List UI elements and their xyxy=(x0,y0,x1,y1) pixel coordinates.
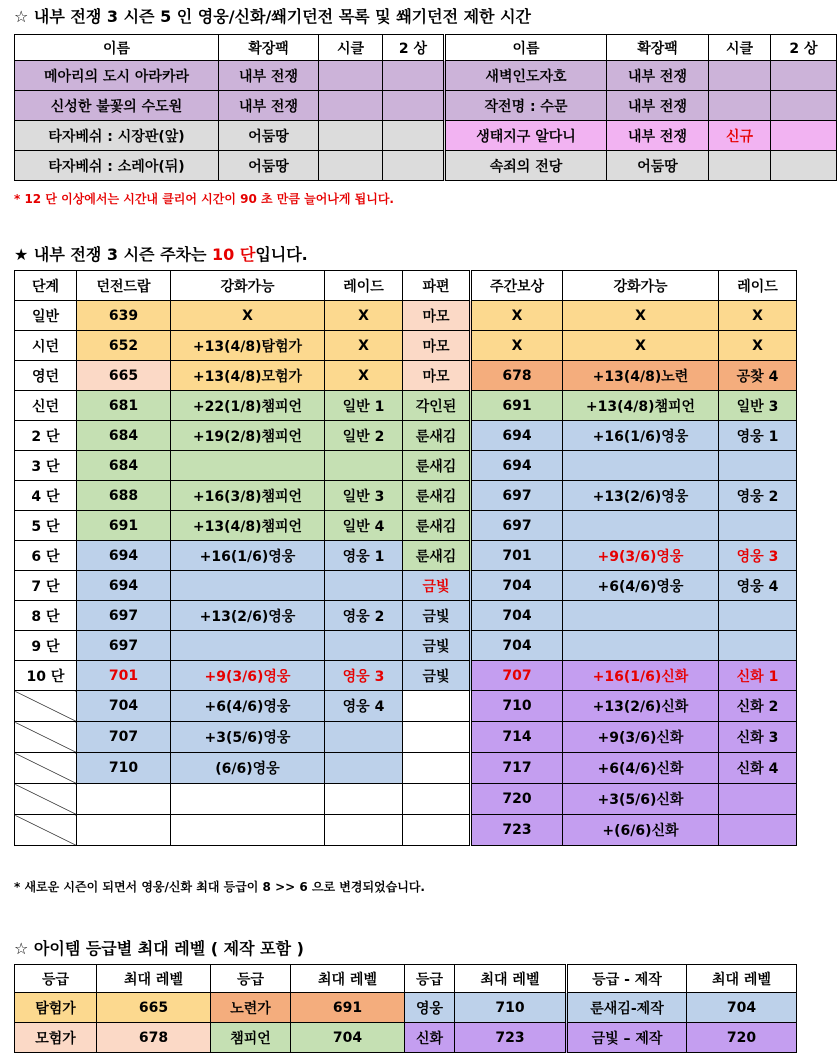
weekly-reward-ilvl: X xyxy=(471,301,563,331)
tier-label: 시던 xyxy=(15,331,77,361)
crest-type: 마모 xyxy=(403,331,471,361)
weekly-reward-ilvl: 697 xyxy=(471,511,563,541)
upgrade-row xyxy=(15,722,797,753)
grade-max-level: 691 xyxy=(291,993,405,1023)
header-weekly-reward: 주간보상 xyxy=(471,271,563,301)
upgrade-track: (6/6)영웅 xyxy=(171,753,325,784)
tier-row xyxy=(15,571,797,601)
upgrade-track: +6(4/6)영웅 xyxy=(171,691,325,722)
raid-equivalent xyxy=(325,631,403,661)
grade-max-level: 704 xyxy=(291,1023,405,1053)
header-raid: 레이드 xyxy=(325,271,403,301)
weekly-raid-equivalent: 신화 1 xyxy=(719,661,797,691)
header-max-level: 최대 레벨 xyxy=(687,965,797,993)
raid-equivalent: 일반 3 xyxy=(325,481,403,511)
raid-equivalent xyxy=(325,753,403,784)
tier-row xyxy=(15,301,797,331)
crest-type xyxy=(403,753,471,784)
dungeon-expansion: 어둠땅 xyxy=(219,121,319,151)
header-grade: 등급 xyxy=(405,965,455,993)
dungeon-expansion: 어둠땅 xyxy=(607,151,709,181)
header-tier: 단계 xyxy=(15,271,77,301)
header-expansion: 확장팩 xyxy=(219,35,319,61)
upgrade-track xyxy=(171,451,325,481)
weekly-raid-equivalent: 영웅 3 xyxy=(719,541,797,571)
upgrade-track: +13(4/8)챔피언 xyxy=(171,511,325,541)
upgrade-track: +13(2/6)영웅 xyxy=(171,601,325,631)
grade-max-level: 710 xyxy=(455,993,567,1023)
tier-row xyxy=(15,541,797,571)
tier-row xyxy=(15,391,797,421)
weekly-upgrade-track xyxy=(563,601,719,631)
weekly-raid-equivalent: 영웅 2 xyxy=(719,481,797,511)
weekly-upgrade-track: X xyxy=(563,331,719,361)
upgrade-track: +16(3/8)챔피언 xyxy=(171,481,325,511)
upgrade-track: +13(4/8)모험가 xyxy=(171,361,325,391)
dungeon-row xyxy=(15,91,837,121)
upgrade-row xyxy=(15,691,797,722)
weekly-upgrade-track: +3(5/6)신화 xyxy=(563,784,719,815)
weekly-raid-equivalent: 공찾 4 xyxy=(719,361,797,391)
header-name: 이름 xyxy=(15,35,219,61)
header-grade: 등급 xyxy=(211,965,291,993)
upgrade-row xyxy=(15,815,797,846)
dungeon-plus2 xyxy=(771,91,837,121)
item-level-table xyxy=(14,270,797,846)
weekly-upgrade-track: +(6/6)신화 xyxy=(563,815,719,846)
weekly-key-level: 10 단 xyxy=(212,245,256,264)
weekly-reward-ilvl: 697 xyxy=(471,481,563,511)
dungeon-drop-ilvl: 652 xyxy=(77,331,171,361)
dungeon-timer xyxy=(319,151,383,181)
upgrade-track: +9(3/6)영웅 xyxy=(171,661,325,691)
crest-type: 룬새김 xyxy=(403,541,471,571)
dungeon-row xyxy=(15,151,837,181)
dungeon-timer xyxy=(319,91,383,121)
dungeon-drop-ilvl: 691 xyxy=(77,511,171,541)
tier-label: 10 단 xyxy=(15,661,77,691)
weekly-upgrade-track: +13(4/8)챔피언 xyxy=(563,391,719,421)
raid-equivalent: 영웅 4 xyxy=(325,691,403,722)
weekly-raid-equivalent: 신화 4 xyxy=(719,753,797,784)
upgrade-track: X xyxy=(171,301,325,331)
max-level-table xyxy=(14,964,797,1053)
dungeon-drop-ilvl: 681 xyxy=(77,391,171,421)
dungeon-row xyxy=(15,121,837,151)
upgrade-track xyxy=(171,784,325,815)
crest-type xyxy=(403,691,471,722)
tier-label: 3 단 xyxy=(15,451,77,481)
weekly-raid-equivalent xyxy=(719,815,797,846)
dungeon-name: 생태지구 알다니 xyxy=(445,121,607,151)
tier-label: 영던 xyxy=(15,361,77,391)
header-raid: 레이드 xyxy=(719,271,797,301)
dungeon-expansion: 내부 전쟁 xyxy=(219,91,319,121)
weekly-raid-equivalent: X xyxy=(719,331,797,361)
grade-name: 노련가 xyxy=(211,993,291,1023)
upgrade-row xyxy=(15,753,797,784)
weekly-upgrade-track: +13(4/8)노련 xyxy=(563,361,719,391)
max-rank-note: * 새로운 시즌이 되면서 영웅/신화 최대 등급이 8 >> 6 으로 변경되었습니다. xyxy=(14,880,425,894)
header-crest: 파편 xyxy=(403,271,471,301)
raid-equivalent: X xyxy=(325,331,403,361)
dungeon-name: 속죄의 전당 xyxy=(445,151,607,181)
dungeon-drop-ilvl: 710 xyxy=(77,753,171,784)
weekly-raid-equivalent: 일반 3 xyxy=(719,391,797,421)
weekly-raid-equivalent: X xyxy=(719,301,797,331)
weekly-reward-ilvl: 691 xyxy=(471,391,563,421)
dungeon-drop-ilvl: 694 xyxy=(77,571,171,601)
tier-label: 7 단 xyxy=(15,571,77,601)
header-max-level: 최대 레벨 xyxy=(455,965,567,993)
raid-equivalent xyxy=(325,451,403,481)
max-level-row xyxy=(15,1023,797,1053)
dungeon-drop-ilvl: 697 xyxy=(77,601,171,631)
header-upgrade: 강화가능 xyxy=(563,271,719,301)
weekly-upgrade-track: +16(1/6)신화 xyxy=(563,661,719,691)
header-max-level: 최대 레벨 xyxy=(97,965,211,993)
weekly-upgrade-track xyxy=(563,511,719,541)
upgrade-track: +22(1/8)챔피언 xyxy=(171,391,325,421)
dungeon-plus2 xyxy=(383,121,445,151)
weekly-reward-ilvl: 720 xyxy=(471,784,563,815)
raid-equivalent xyxy=(325,815,403,846)
grade-max-level: 704 xyxy=(687,993,797,1023)
dungeon-plus2 xyxy=(771,151,837,181)
weekly-key-title-prefix: ★ 내부 전쟁 3 시즌 주차는 xyxy=(14,245,213,264)
dungeon-drop-ilvl: 665 xyxy=(77,361,171,391)
raid-equivalent: 일반 1 xyxy=(325,391,403,421)
grade-max-level: 665 xyxy=(97,993,211,1023)
empty-tier-cell xyxy=(15,815,77,846)
dungeon-timer xyxy=(319,121,383,151)
tier-row xyxy=(15,601,797,631)
dungeon-drop-ilvl: 704 xyxy=(77,691,171,722)
craft-grade-name: 룬새김-제작 xyxy=(567,993,687,1023)
grade-name: 모험가 xyxy=(15,1023,97,1053)
tier-row xyxy=(15,631,797,661)
grade-name: 신화 xyxy=(405,1023,455,1053)
weekly-reward-ilvl: 694 xyxy=(471,421,563,451)
raid-equivalent xyxy=(325,784,403,815)
timer-note: * 12 단 이상에서는 시간내 클리어 시간이 90 초 만큼 늘어나게 됩니다. xyxy=(14,192,394,206)
dungeon-expansion: 내부 전쟁 xyxy=(607,61,709,91)
tier-label: 일반 xyxy=(15,301,77,331)
grade-max-level: 720 xyxy=(687,1023,797,1053)
raid-equivalent: 일반 2 xyxy=(325,421,403,451)
grade-name: 영웅 xyxy=(405,993,455,1023)
dungeon-name: 새벽인도자호 xyxy=(445,61,607,91)
crest-type: 금빛 xyxy=(403,601,471,631)
upgrade-track xyxy=(171,631,325,661)
weekly-upgrade-track: +13(2/6)신화 xyxy=(563,691,719,722)
crest-type: 금빛 xyxy=(403,661,471,691)
grade-name: 탐험가 xyxy=(15,993,97,1023)
weekly-upgrade-track: +13(2/6)영웅 xyxy=(563,481,719,511)
raid-equivalent: 영웅 1 xyxy=(325,541,403,571)
dungeon-timer xyxy=(709,151,771,181)
upgrade-track xyxy=(171,571,325,601)
max-level-header-row xyxy=(15,965,797,993)
raid-equivalent: 일반 4 xyxy=(325,511,403,541)
weekly-reward-ilvl: 707 xyxy=(471,661,563,691)
empty-tier-cell xyxy=(15,784,77,815)
dungeon-drop-ilvl: 707 xyxy=(77,722,171,753)
weekly-reward-ilvl: X xyxy=(471,331,563,361)
weekly-raid-equivalent: 신화 3 xyxy=(719,722,797,753)
crest-type: 룬새김 xyxy=(403,481,471,511)
header-craft-grade: 등급 - 제작 xyxy=(567,965,687,993)
dungeon-row xyxy=(15,61,837,91)
weekly-upgrade-track: +9(3/6)영웅 xyxy=(563,541,719,571)
weekly-raid-equivalent xyxy=(719,601,797,631)
raid-equivalent: X xyxy=(325,301,403,331)
weekly-raid-equivalent xyxy=(719,511,797,541)
weekly-raid-equivalent xyxy=(719,451,797,481)
dungeon-drop-ilvl: 694 xyxy=(77,541,171,571)
weekly-reward-ilvl: 704 xyxy=(471,571,563,601)
weekly-raid-equivalent xyxy=(719,631,797,661)
header-expansion: 확장팩 xyxy=(607,35,709,61)
weekly-reward-ilvl: 701 xyxy=(471,541,563,571)
dungeon-name: 타자베쉬 : 시장판(앞) xyxy=(15,121,219,151)
weekly-raid-equivalent: 신화 2 xyxy=(719,691,797,722)
grade-max-level: 678 xyxy=(97,1023,211,1053)
header-dungeon-drop: 던전드랍 xyxy=(77,271,171,301)
upgrade-row xyxy=(15,784,797,815)
dungeon-expansion: 내부 전쟁 xyxy=(219,61,319,91)
dungeon-name: 작전명 : 수문 xyxy=(445,91,607,121)
dungeon-list-header-row xyxy=(15,35,837,61)
dungeon-list-title: ☆ 내부 전쟁 3 시즌 5 인 영웅/신화/쐐기던전 목록 및 쐐기던전 제한 시간 xyxy=(14,7,531,26)
crest-type: 룬새김 xyxy=(403,511,471,541)
tier-label: 5 단 xyxy=(15,511,77,541)
upgrade-track xyxy=(171,815,325,846)
dungeon-name: 타자베쉬 : 소레아(뒤) xyxy=(15,151,219,181)
dungeon-name: 메아리의 도시 아라카라 xyxy=(15,61,219,91)
dungeon-drop-ilvl: 639 xyxy=(77,301,171,331)
dungeon-timer xyxy=(709,91,771,121)
tier-label: 신던 xyxy=(15,391,77,421)
dungeon-list-table xyxy=(14,34,837,181)
craft-grade-name: 금빛 – 제작 xyxy=(567,1023,687,1053)
raid-equivalent xyxy=(325,722,403,753)
raid-equivalent: X xyxy=(325,361,403,391)
dungeon-drop-ilvl xyxy=(77,784,171,815)
tier-label: 8 단 xyxy=(15,601,77,631)
empty-tier-cell xyxy=(15,722,77,753)
crest-type: 금빛 xyxy=(403,631,471,661)
header-plus2: 2 상 xyxy=(383,35,445,61)
weekly-reward-ilvl: 714 xyxy=(471,722,563,753)
tier-label: 6 단 xyxy=(15,541,77,571)
weekly-key-title xyxy=(14,242,308,265)
upgrade-track: +3(5/6)영웅 xyxy=(171,722,325,753)
header-upgrade: 강화가능 xyxy=(171,271,325,301)
header-timer: 시클 xyxy=(709,35,771,61)
tier-label: 2 단 xyxy=(15,421,77,451)
dungeon-name: 신성한 불꽃의 수도원 xyxy=(15,91,219,121)
weekly-reward-ilvl: 710 xyxy=(471,691,563,722)
raid-equivalent xyxy=(325,571,403,601)
max-level-row xyxy=(15,993,797,1023)
header-grade: 등급 xyxy=(15,965,97,993)
weekly-upgrade-track: +16(1/6)영웅 xyxy=(563,421,719,451)
dungeon-drop-ilvl: 684 xyxy=(77,451,171,481)
dungeon-drop-ilvl: 684 xyxy=(77,421,171,451)
dungeon-timer xyxy=(319,61,383,91)
dungeon-plus2 xyxy=(383,61,445,91)
weekly-key-title-suffix: 입니다. xyxy=(255,245,308,264)
crest-type: 마모 xyxy=(403,361,471,391)
header-timer: 시클 xyxy=(319,35,383,61)
weekly-upgrade-track: +9(3/6)신화 xyxy=(563,722,719,753)
weekly-reward-ilvl: 704 xyxy=(471,601,563,631)
crest-type: 룬새김 xyxy=(403,421,471,451)
upgrade-track: +13(4/8)탐험가 xyxy=(171,331,325,361)
weekly-reward-ilvl: 717 xyxy=(471,753,563,784)
weekly-upgrade-track: X xyxy=(563,301,719,331)
dungeon-drop-ilvl: 688 xyxy=(77,481,171,511)
dungeon-drop-ilvl: 701 xyxy=(77,661,171,691)
tier-row xyxy=(15,361,797,391)
weekly-upgrade-track xyxy=(563,451,719,481)
empty-tier-cell xyxy=(15,753,77,784)
weekly-raid-equivalent xyxy=(719,784,797,815)
tier-row xyxy=(15,421,797,451)
item-level-header-row xyxy=(15,271,797,301)
weekly-upgrade-track: +6(4/6)영웅 xyxy=(563,571,719,601)
crest-type: 금빛 xyxy=(403,571,471,601)
weekly-reward-ilvl: 678 xyxy=(471,361,563,391)
header-plus2: 2 상 xyxy=(771,35,837,61)
max-level-title: ☆ 아이템 등급별 최대 레벨 ( 제작 포함 ) xyxy=(14,939,304,958)
weekly-upgrade-track: +6(4/6)신화 xyxy=(563,753,719,784)
crest-type: 각인된 xyxy=(403,391,471,421)
header-max-level: 최대 레벨 xyxy=(291,965,405,993)
crest-type xyxy=(403,722,471,753)
weekly-raid-equivalent: 영웅 4 xyxy=(719,571,797,601)
upgrade-track: +19(2/8)챔피언 xyxy=(171,421,325,451)
dungeon-plus2 xyxy=(771,121,837,151)
weekly-reward-ilvl: 723 xyxy=(471,815,563,846)
upgrade-track: +16(1/6)영웅 xyxy=(171,541,325,571)
dungeon-plus2 xyxy=(383,151,445,181)
dungeon-timer xyxy=(709,61,771,91)
weekly-reward-ilvl: 704 xyxy=(471,631,563,661)
dungeon-plus2 xyxy=(771,61,837,91)
crest-type: 룬새김 xyxy=(403,451,471,481)
dungeon-drop-ilvl: 697 xyxy=(77,631,171,661)
crest-type: 마모 xyxy=(403,301,471,331)
weekly-raid-equivalent: 영웅 1 xyxy=(719,421,797,451)
crest-type xyxy=(403,815,471,846)
tier-row xyxy=(15,511,797,541)
dungeon-expansion: 내부 전쟁 xyxy=(607,91,709,121)
grade-name: 챔피언 xyxy=(211,1023,291,1053)
grade-max-level: 723 xyxy=(455,1023,567,1053)
dungeon-plus2 xyxy=(383,91,445,121)
header-name: 이름 xyxy=(445,35,607,61)
tier-label: 9 단 xyxy=(15,631,77,661)
dungeon-expansion: 어둠땅 xyxy=(219,151,319,181)
tier-row xyxy=(15,661,797,691)
weekly-reward-ilvl: 694 xyxy=(471,451,563,481)
tier-row xyxy=(15,331,797,361)
tier-row xyxy=(15,451,797,481)
raid-equivalent: 영웅 2 xyxy=(325,601,403,631)
raid-equivalent: 영웅 3 xyxy=(325,661,403,691)
crest-type xyxy=(403,784,471,815)
new-badge: 신규 xyxy=(709,121,771,151)
weekly-upgrade-track xyxy=(563,631,719,661)
dungeon-drop-ilvl xyxy=(77,815,171,846)
empty-tier-cell xyxy=(15,691,77,722)
tier-row xyxy=(15,481,797,511)
dungeon-expansion: 내부 전쟁 xyxy=(607,121,709,151)
tier-label: 4 단 xyxy=(15,481,77,511)
